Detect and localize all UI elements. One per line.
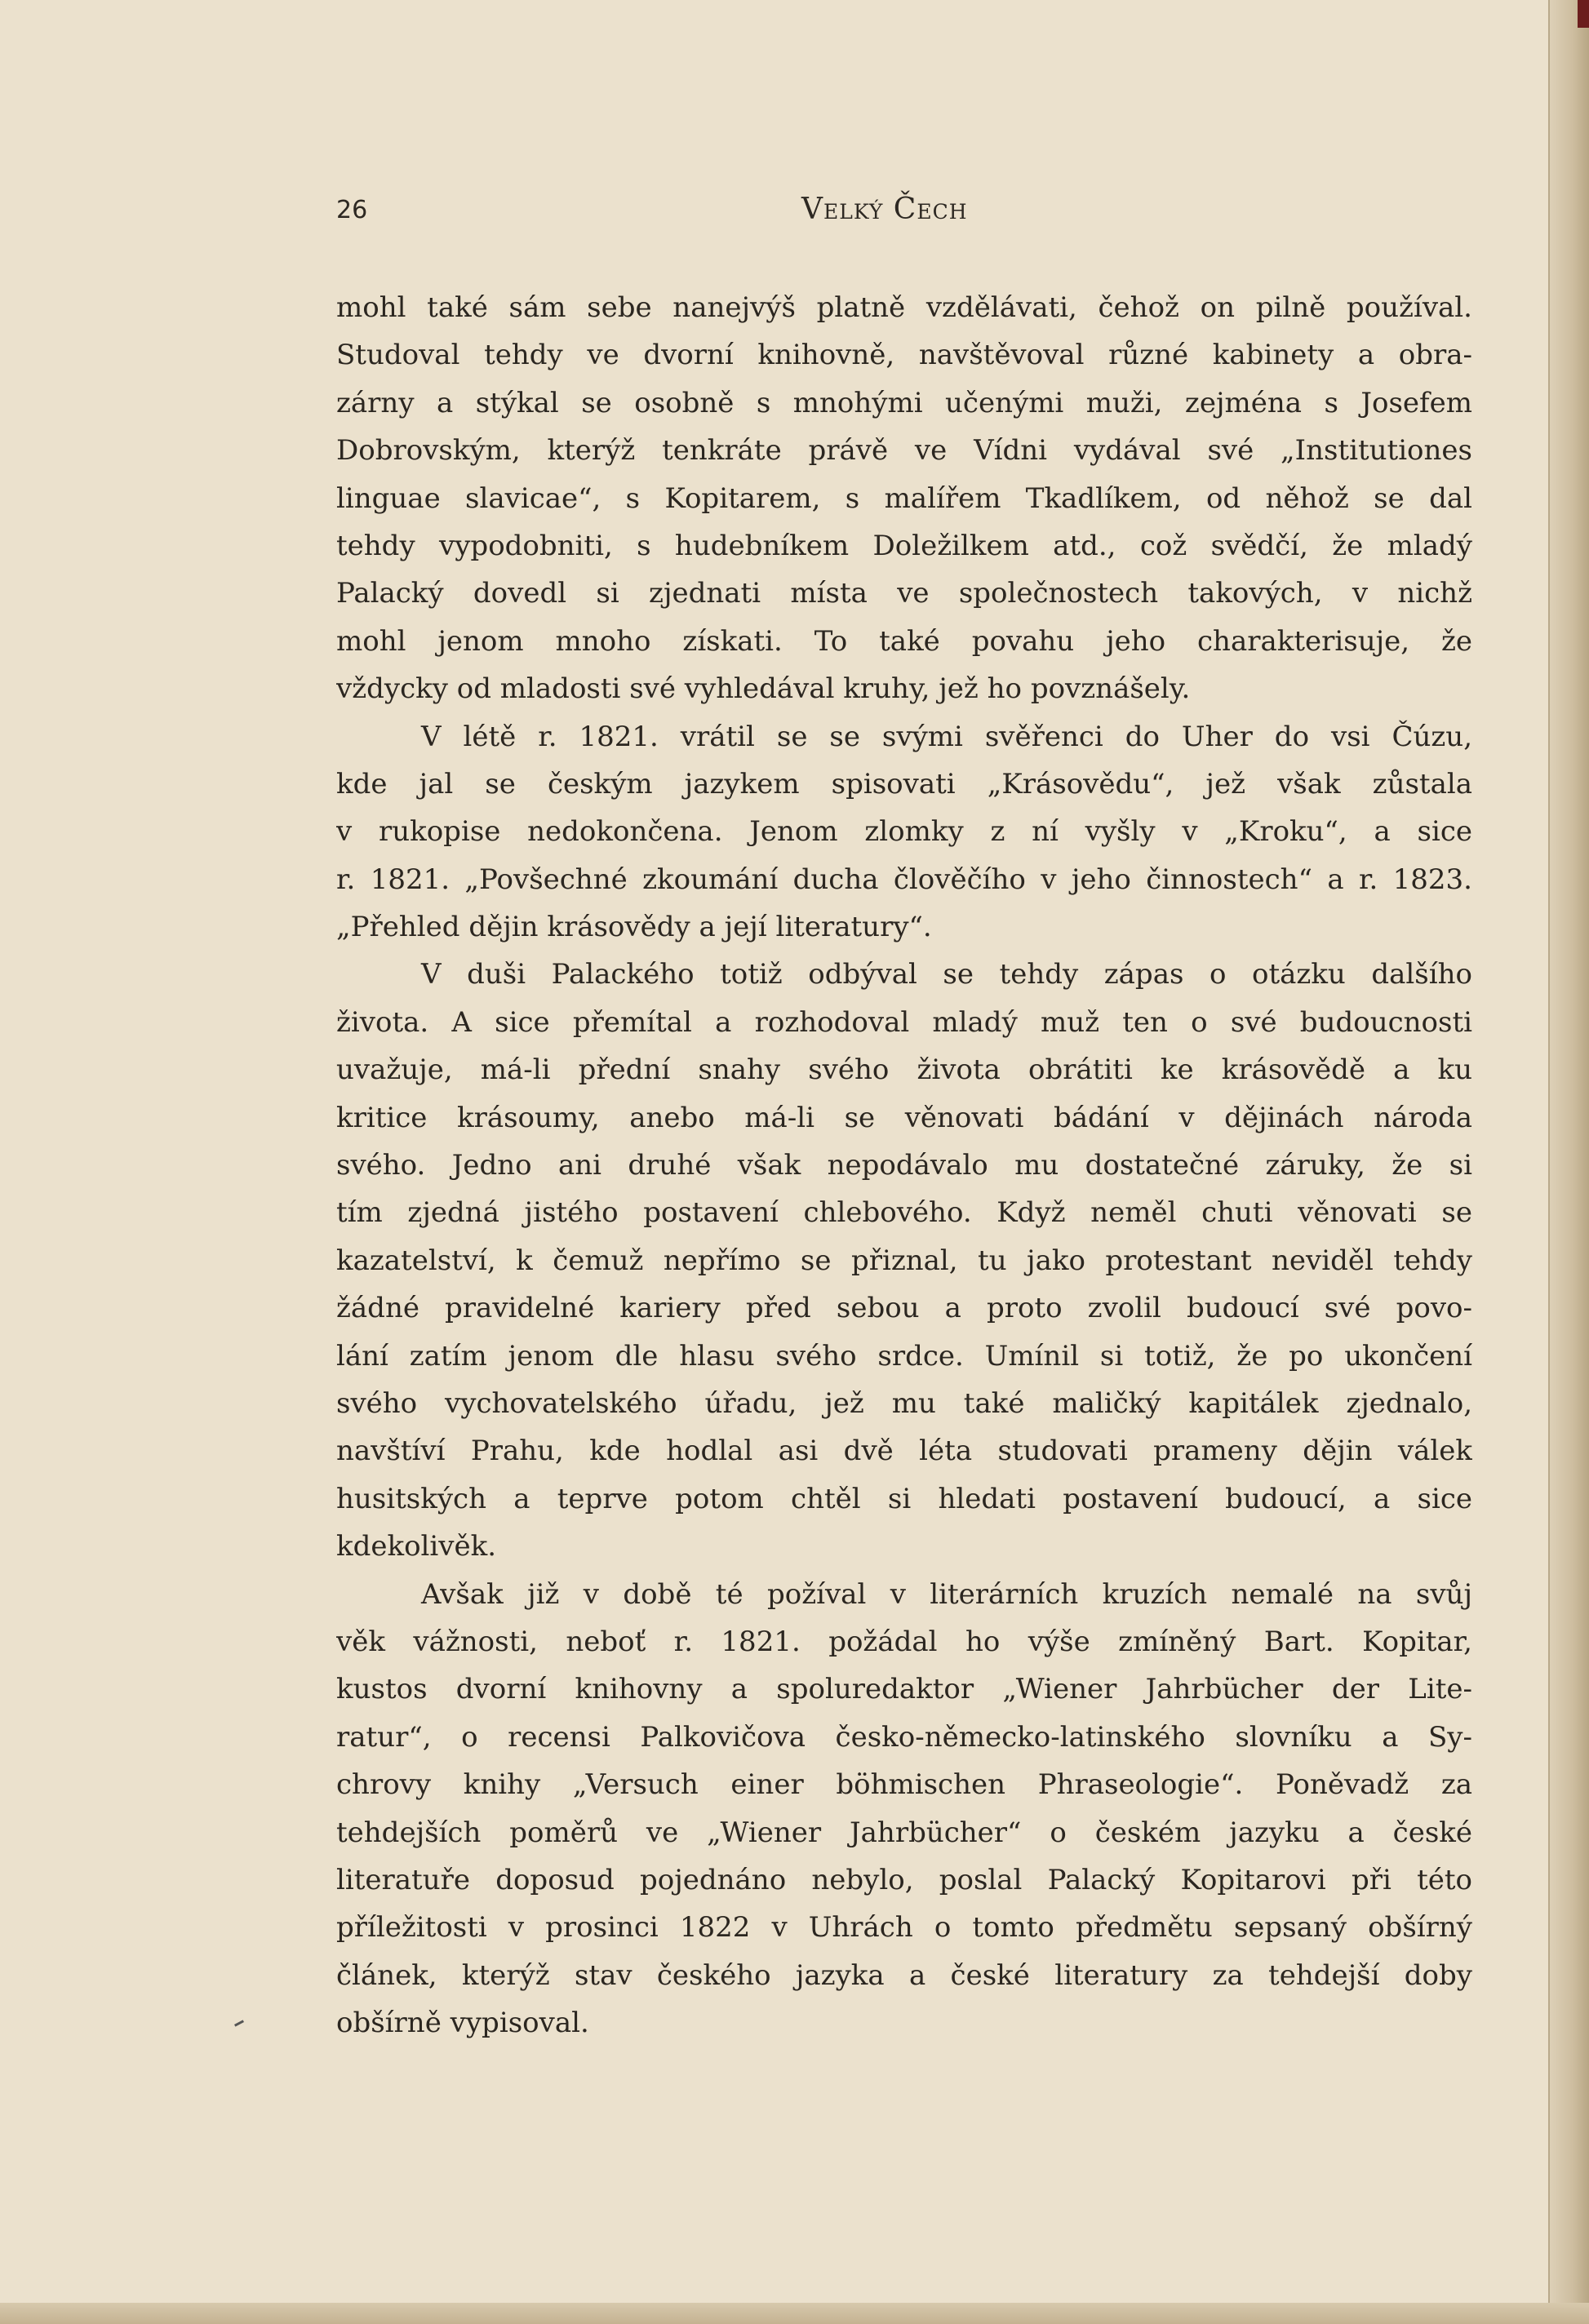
text-line: V duši Palackého totiž odbýval se tehdy zápas o otázku dalšího [421, 958, 1472, 991]
page-edge-bottom [0, 2303, 1589, 2324]
text-line: Palacký dovedl si zjednati místa ve společnostech takových, v nichž [336, 577, 1472, 610]
text-line: Dobrovským, kterýž tenkráte právě ve Vídni vydával své „Institutiones [336, 434, 1472, 468]
text-line: kritice krásoumy, anebo má-li se věnovati bádání v dějinách národa [336, 1101, 1472, 1134]
text-line: kazatelství, k čemuž nepřímo se přiznal, tu jako protestant neviděl tehdy [336, 1244, 1472, 1277]
text-line: linguae slavicae“, s Kopitarem, s malířem Tkadlíkem, od něhož se dal [336, 481, 1472, 515]
text-line: vždycky od mladosti své vyhledával kruhy, jež ho povznášely. [336, 672, 1191, 706]
text-line: Avšak již v době té požíval v literárních kruzích nemalé na svůj [421, 1577, 1472, 1611]
text-line: chrovy knihy „Versuch einer böhmischen Phraseologie“. Poněvadž za [336, 1768, 1472, 1802]
text-line: kdekolivěk. [336, 1530, 497, 1563]
text-line: kustos dvorní knihovny a spoluredaktor „Wiener Jahrbücher der Lite- [336, 1673, 1472, 1706]
text-line: lání zatím jenom dle hlasu svého srdce. Umínil si totiž, že po ukončení [336, 1339, 1472, 1373]
text-line: tím zjedná jistého postavení chlebového. Když neměl chuti věnovati se [336, 1196, 1472, 1230]
text-line: tehdy vypodobniti, s hudebníkem Doležilkem atd., což svědčí, že mladý [336, 529, 1472, 562]
text-line: literatuře doposud pojednáno nebylo, poslal Palacký Kopitarovi při této [336, 1863, 1472, 1896]
text-line: mohl také sám sebe nanejvýš platně vzdělávati, čehož on pilně používal. [336, 291, 1472, 324]
text-line: článek, kterýž stav českého jazyka a české literatury za tehdejší doby [336, 1958, 1472, 1992]
text-line: „Přehled dějin krásovědy a její literatury“. [336, 911, 932, 944]
text-line: navštíví Prahu, kde hodlal asi dvě léta studovati prameny dějin válek [336, 1435, 1472, 1468]
text-line: husitských a teprve potom chtěl si hledati postavení budoucí, a sice [336, 1482, 1472, 1515]
text-line: svého vychovatelského úřadu, jež mu také maličký kapitálek zjednalo, [336, 1386, 1472, 1420]
text-line: příležitosti v prosinci 1822 v Uhrách o tomto předmětu sepsaný obšírný [336, 1911, 1472, 1945]
text-line: Studoval tehdy ve dvorní knihovně, navštěvoval různé kabinety a obra- [336, 339, 1472, 372]
text-line: V létě r. 1821. vrátil se se svými svěřenci do Uher do vsi Čúzu, [421, 720, 1472, 753]
text-line: věk vážnosti, neboť r. 1821. požádal ho výše zmíněný Bart. Kopitar, [336, 1625, 1472, 1658]
text-line: kde jal se českým jazykem spisovati „Krásovědu“, jež však zůstala [336, 767, 1472, 801]
text-line: v rukopise nedokončena. Jenom zlomky z ní vyšly v „Kroku“, a sice [336, 815, 1472, 849]
body-text [336, 284, 1472, 2047]
text-line: mohl jenom mnoho získati. To také povahu jeho charakterisuje, že [336, 624, 1472, 658]
page-number: 26 [336, 196, 368, 224]
text-line: žádné pravidelné kariery před sebou a proto zvolil budoucí své povo- [336, 1292, 1472, 1325]
margin-mark [234, 2020, 244, 2026]
running-title: Velký Čech [801, 193, 968, 226]
text-line: zárny a stýkal se osobně s mnohými učenými muži, zejména s Josefem [336, 386, 1472, 419]
text-line: tehdejších poměrů ve „Wiener Jahrbücher“ o českém jazyku a české [336, 1816, 1472, 1849]
text-line: obšírně vypisoval. [336, 2007, 589, 2040]
bookmark-ribbon [1578, 0, 1589, 28]
page-edge-right [1548, 0, 1589, 2324]
text-line: svého. Jedno ani druhé však nepodávalo mu dostatečné záruky, že si [336, 1149, 1472, 1182]
text-line: života. A sice přemítal a rozhodoval mladý muž ten o své budoucnosti [336, 1005, 1472, 1039]
text-line: uvažuje, má-li přední snahy svého života obrátiti ke krásovědě a ku [336, 1053, 1472, 1087]
running-header [336, 193, 1471, 230]
text-line: r. 1821. „Povšechné zkoumání ducha člověčího v jeho činnostech“ a r. 1823. [336, 863, 1472, 896]
text-line: ratur“, o recensi Palkovičova česko-německo-latinského slovníku a Sy- [336, 1720, 1472, 1754]
